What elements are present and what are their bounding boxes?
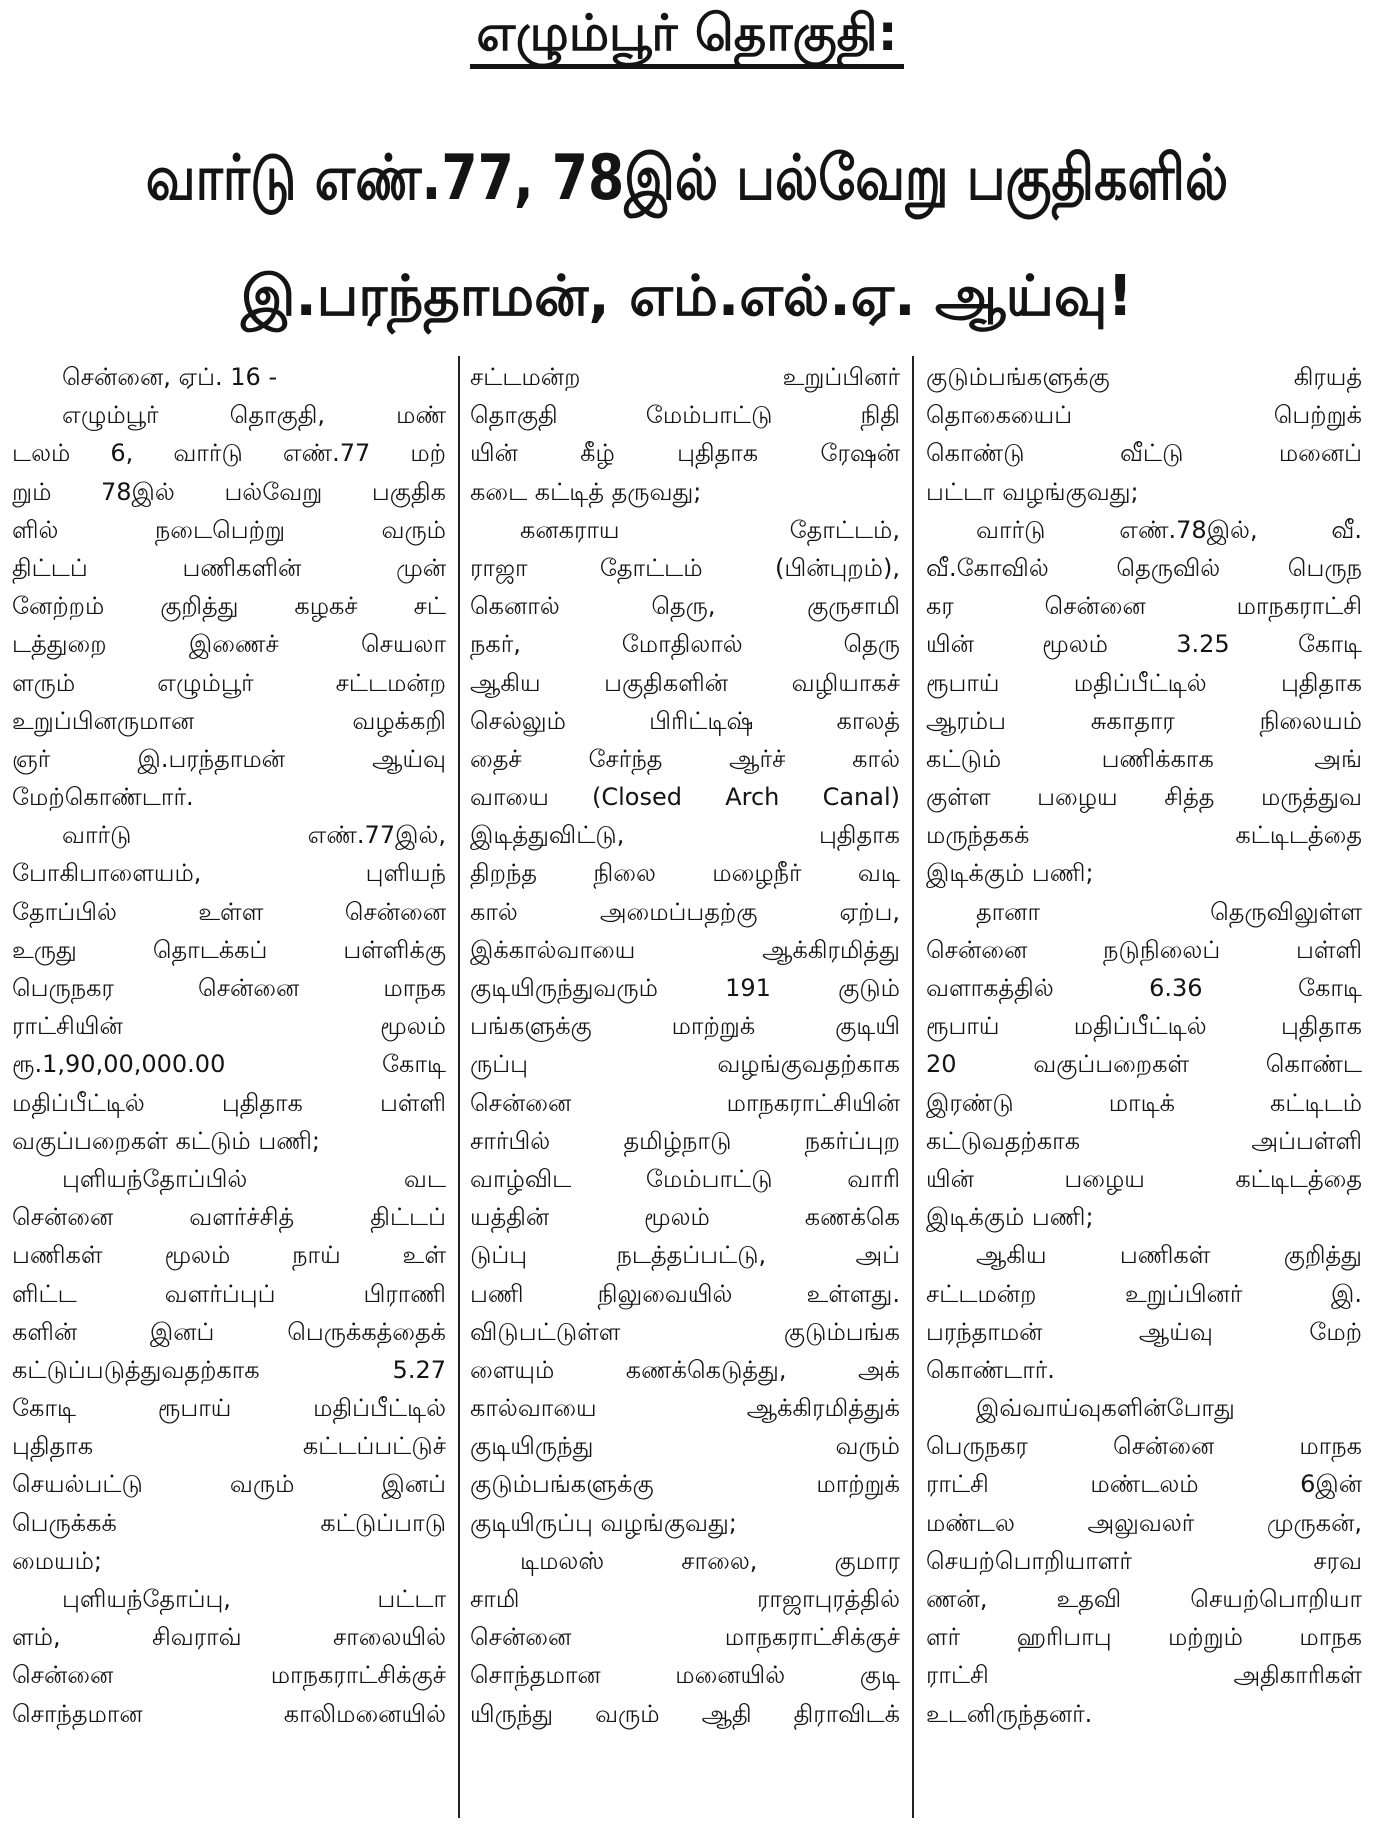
- article-line: கொண்டார்.: [926, 1355, 1055, 1384]
- article-line: தைச் சேர்ந்த ஆர்ச் கால்: [470, 744, 900, 773]
- article-line: உடனிருந்தனர்.: [926, 1699, 1093, 1728]
- article-line: சட்டமன்ற உறுப்பினர்: [470, 363, 900, 391]
- article-line: குடும்பங்களுக்கு கிரயத்: [926, 363, 1362, 391]
- article-line: கனகராய தோட்டம்,: [520, 515, 900, 544]
- article-line: ராட்சி மண்டலம் 6இன்: [926, 1470, 1362, 1499]
- article-line: செல்லும் பிரிட்டிஷ் காலத்: [470, 706, 900, 735]
- article-line: 20 வகுப்பறைகள் கொண்ட: [926, 1050, 1362, 1079]
- article-line: குடும்பங்களுக்கு மாற்றுக்: [470, 1470, 900, 1499]
- kicker-text: எழும்பூர் தொகுதி:: [470, 2, 903, 69]
- article-line: யின் பழைய கட்டிடத்தை: [926, 1164, 1362, 1193]
- article-line: இடித்துவிட்டு, புதிதாக: [470, 821, 900, 850]
- article-line: சட்டமன்ற உறுப்பினர் இ.: [926, 1279, 1362, 1308]
- article-line: சாமி ராஜாபுரத்தில்: [470, 1585, 900, 1613]
- article-line: வாயை (Closed Arch Canal): [470, 783, 900, 812]
- article-line: யத்தின் மூலம் கணக்கெ: [470, 1203, 900, 1232]
- article-line: பெருநகர சென்னை மாநக: [926, 1432, 1362, 1461]
- article-line: புளியந்தோப்பில் வட: [62, 1164, 446, 1193]
- article-line: மையம்;: [12, 1546, 102, 1575]
- article-column-2: [470, 358, 900, 1733]
- article-line: செயல்பட்டு வரும் இனப்: [12, 1470, 446, 1499]
- article-line: ணன், உதவி செயற்பொறியா: [926, 1585, 1362, 1613]
- article-line: தொகையைப் பெற்றுக்: [926, 401, 1362, 430]
- article-line: விடுபட்டுள்ள குடும்பங்க: [470, 1317, 900, 1346]
- article-line: எழும்பூர் தொகுதி, மண்: [62, 401, 446, 430]
- article-line: ளையும் கணக்கெடுத்து, அக்: [470, 1355, 900, 1384]
- article-line: குள்ள பழைய சித்த மருத்துவ: [926, 783, 1362, 812]
- article-line: சென்னை நடுநிலைப் பள்ளி: [926, 935, 1362, 964]
- article-line: பெருநகர சென்னை மாநக: [12, 974, 446, 1002]
- article-line: தொகுதி மேம்பாட்டு நிதி: [470, 401, 900, 430]
- column-divider: [912, 356, 914, 1818]
- article-line: ஆகிய பணிகள் குறித்து: [976, 1241, 1362, 1270]
- article-line: சென்னை, ஏப். 16 -: [62, 363, 278, 391]
- article-line: இவ்வாய்வுகளின்போது: [976, 1394, 1235, 1423]
- article-line: உருது தொடக்கப் பள்ளிக்கு: [12, 935, 446, 964]
- article-line: சொந்தமான மனையில் குடி: [470, 1661, 900, 1690]
- article-line: குடியிருந்துவரும் 191 குடும்: [470, 974, 900, 1002]
- article-line: மதிப்பீட்டில் புதிதாக பள்ளி: [12, 1088, 446, 1117]
- article-line: பங்களுக்கு மாற்றுக் குடியி: [470, 1012, 900, 1041]
- article-line: கால் அமைப்பதற்கு ஏற்ப,: [470, 897, 900, 926]
- article-line: சார்பில் தமிழ்நாடு நகர்ப்புற: [470, 1126, 900, 1155]
- article-line: ரூ.1,90,00,000.00 கோடி: [12, 1050, 446, 1079]
- article-line: ராட்சி அதிகாரிகள்: [926, 1661, 1362, 1690]
- article-line: ளில் நடைபெற்று வரும்: [12, 515, 446, 544]
- article-line: ராட்சியின் மூலம்: [12, 1012, 446, 1041]
- article-line: டுப்பு நடத்தப்பட்டு, அப்: [470, 1241, 900, 1270]
- article-line: கட்டும் பணிக்காக அங்: [926, 744, 1362, 773]
- article-line: கொண்டு வீட்டு மனைப்: [926, 439, 1362, 468]
- article-line: இடிக்கும் பணி;: [926, 859, 1094, 888]
- article-line: பட்டா வழங்குவது;: [926, 477, 1139, 506]
- article-line: கட்டுவதற்காக அப்பள்ளி: [926, 1126, 1362, 1155]
- article-line: வார்டு எண்.78இல், வீ.: [976, 515, 1362, 544]
- article-line: சென்னை மாநகராட்சியின்: [470, 1088, 900, 1117]
- article-line: மண்டல அலுவலர் முருகன்,: [926, 1508, 1362, 1537]
- article-line: கால்வாயை ஆக்கிரமித்துக்: [470, 1394, 900, 1423]
- article-column-1: [12, 358, 446, 1733]
- article-line: கடை கட்டித் தருவது;: [470, 477, 702, 506]
- article-line: ராஜா தோட்டம் (பின்புறம்),: [470, 553, 900, 582]
- article-line: கர சென்னை மாநகராட்சி: [926, 592, 1362, 621]
- article-line: பெருக்கக் கட்டுப்பாடு: [12, 1508, 446, 1537]
- article-line: ளிட்ட வளர்ப்புப் பிராணி: [12, 1279, 446, 1308]
- article-line: குடியிருப்பு வழங்குவது;: [470, 1508, 737, 1537]
- kicker-heading: [0, 2, 1374, 69]
- article-line: யின் மூலம் 3.25 கோடி: [926, 630, 1362, 659]
- article-line: ளரும் எழும்பூர் சட்டமன்ற: [12, 668, 446, 697]
- article-line: ளர் ஹரிபாபு மற்றும் மாநக: [926, 1623, 1362, 1652]
- article-line: ளம், சிவராவ் சாலையில்: [12, 1623, 446, 1652]
- article-line: இக்கால்வாயை ஆக்கிரமித்து: [470, 935, 900, 964]
- article-line: கட்டுப்படுத்துவதற்காக 5.27: [12, 1355, 446, 1384]
- article-line: இரண்டு மாடிக் கட்டிடம்: [926, 1088, 1362, 1117]
- article-line: புளியந்தோப்பு, பட்டா: [62, 1585, 446, 1613]
- article-line: ருப்பு வழங்குவதற்காக: [470, 1050, 900, 1079]
- article-line: யின் கீழ் புதிதாக ரேஷன்: [470, 439, 900, 468]
- article-line: பணிகள் மூலம் நாய் உள்: [12, 1241, 446, 1270]
- article-line: ரூபாய் மதிப்பீட்டில் புதிதாக: [926, 668, 1362, 697]
- article-line: திறந்த நிலை மழைநீர் வடி: [470, 859, 900, 888]
- headline: வார்டு எண்.77, 78இல் பல்வேறு பகுதிகளில்: [145, 141, 1229, 214]
- article-line: வளாகத்தில் 6.36 கோடி: [926, 974, 1362, 1002]
- article-line: சொந்தமான காலிமனையில்: [12, 1699, 446, 1728]
- article-line: திட்டப் பணிகளின் முன்: [12, 553, 446, 582]
- article-line: னேற்றம் குறித்து கழகச் சட்: [12, 592, 446, 621]
- article-line: பணி நிலுவையில் உள்ளது.: [470, 1279, 900, 1308]
- subheadline: இ.பரந்தாமன், எம்.எல்.ஏ. ஆய்வு!: [241, 264, 1133, 329]
- article-line: வார்டு எண்.77இல்,: [62, 821, 446, 850]
- article-line: வகுப்பறைகள் கட்டும் பணி;: [12, 1126, 321, 1155]
- article-line: டலம் 6, வார்டு எண்.77 மற்: [12, 439, 446, 468]
- article-line: டிமலஸ் சாலை, குமார: [520, 1546, 900, 1575]
- article-line: களின் இனப் பெருக்கத்தைக்: [12, 1317, 446, 1346]
- article-line: தோப்பில் உள்ள சென்னை: [12, 897, 446, 926]
- article-line: புதிதாக கட்டப்பட்டுச்: [12, 1432, 446, 1461]
- article-line: வாழ்விட மேம்பாட்டு வாரி: [470, 1164, 900, 1193]
- article-line: மேற்கொண்டார்.: [12, 783, 194, 812]
- article-line: சென்னை மாநகராட்சிக்குச்: [470, 1623, 900, 1652]
- article-line: பரந்தாமன் ஆய்வு மேற்: [926, 1317, 1362, 1346]
- article-line: றும் 78இல் பல்வேறு பகுதிக: [12, 477, 446, 506]
- article-line: மருந்தகக் கட்டிடத்தை: [926, 821, 1362, 850]
- article-line: கெனால் தெரு, குருசாமி: [470, 592, 900, 621]
- article-line: வீ.கோவில் தெருவில் பெருந: [926, 553, 1362, 582]
- article-line: ஞர் இ.பரந்தாமன் ஆய்வு: [12, 744, 446, 773]
- article-line: சென்னை வளர்ச்சித் திட்டப்: [12, 1203, 446, 1232]
- article-line: ரூபாய் மதிப்பீட்டில் புதிதாக: [926, 1012, 1362, 1041]
- article-line: கோடி ரூபாய் மதிப்பீட்டில்: [12, 1394, 446, 1423]
- article-line: ஆகிய பகுதிகளின் வழியாகச்: [470, 668, 900, 697]
- article-line: ஆரம்ப சுகாதார நிலையம்: [926, 706, 1362, 735]
- article-line: போகிபாளையம், புளியந்: [12, 859, 446, 888]
- article-line: டத்துறை இணைச் செயலா: [12, 630, 446, 659]
- article-line: உறுப்பினருமான வழக்கறி: [12, 706, 446, 735]
- article-line: குடியிருந்து வரும்: [470, 1432, 900, 1461]
- article-line: செயற்பொறியாளர் சரவ: [926, 1546, 1362, 1575]
- article-line: யிருந்து வரும் ஆதி திராவிடக்: [470, 1699, 900, 1728]
- article-line: நகர், மோதிலால் தெரு: [470, 630, 900, 659]
- column-divider: [458, 356, 460, 1818]
- article-line: இடிக்கும் பணி;: [926, 1203, 1094, 1232]
- article-column-3: [926, 358, 1362, 1733]
- article-line: சென்னை மாநகராட்சிக்குச்: [12, 1661, 446, 1690]
- article-line: தானா தெருவிலுள்ள: [976, 897, 1362, 926]
